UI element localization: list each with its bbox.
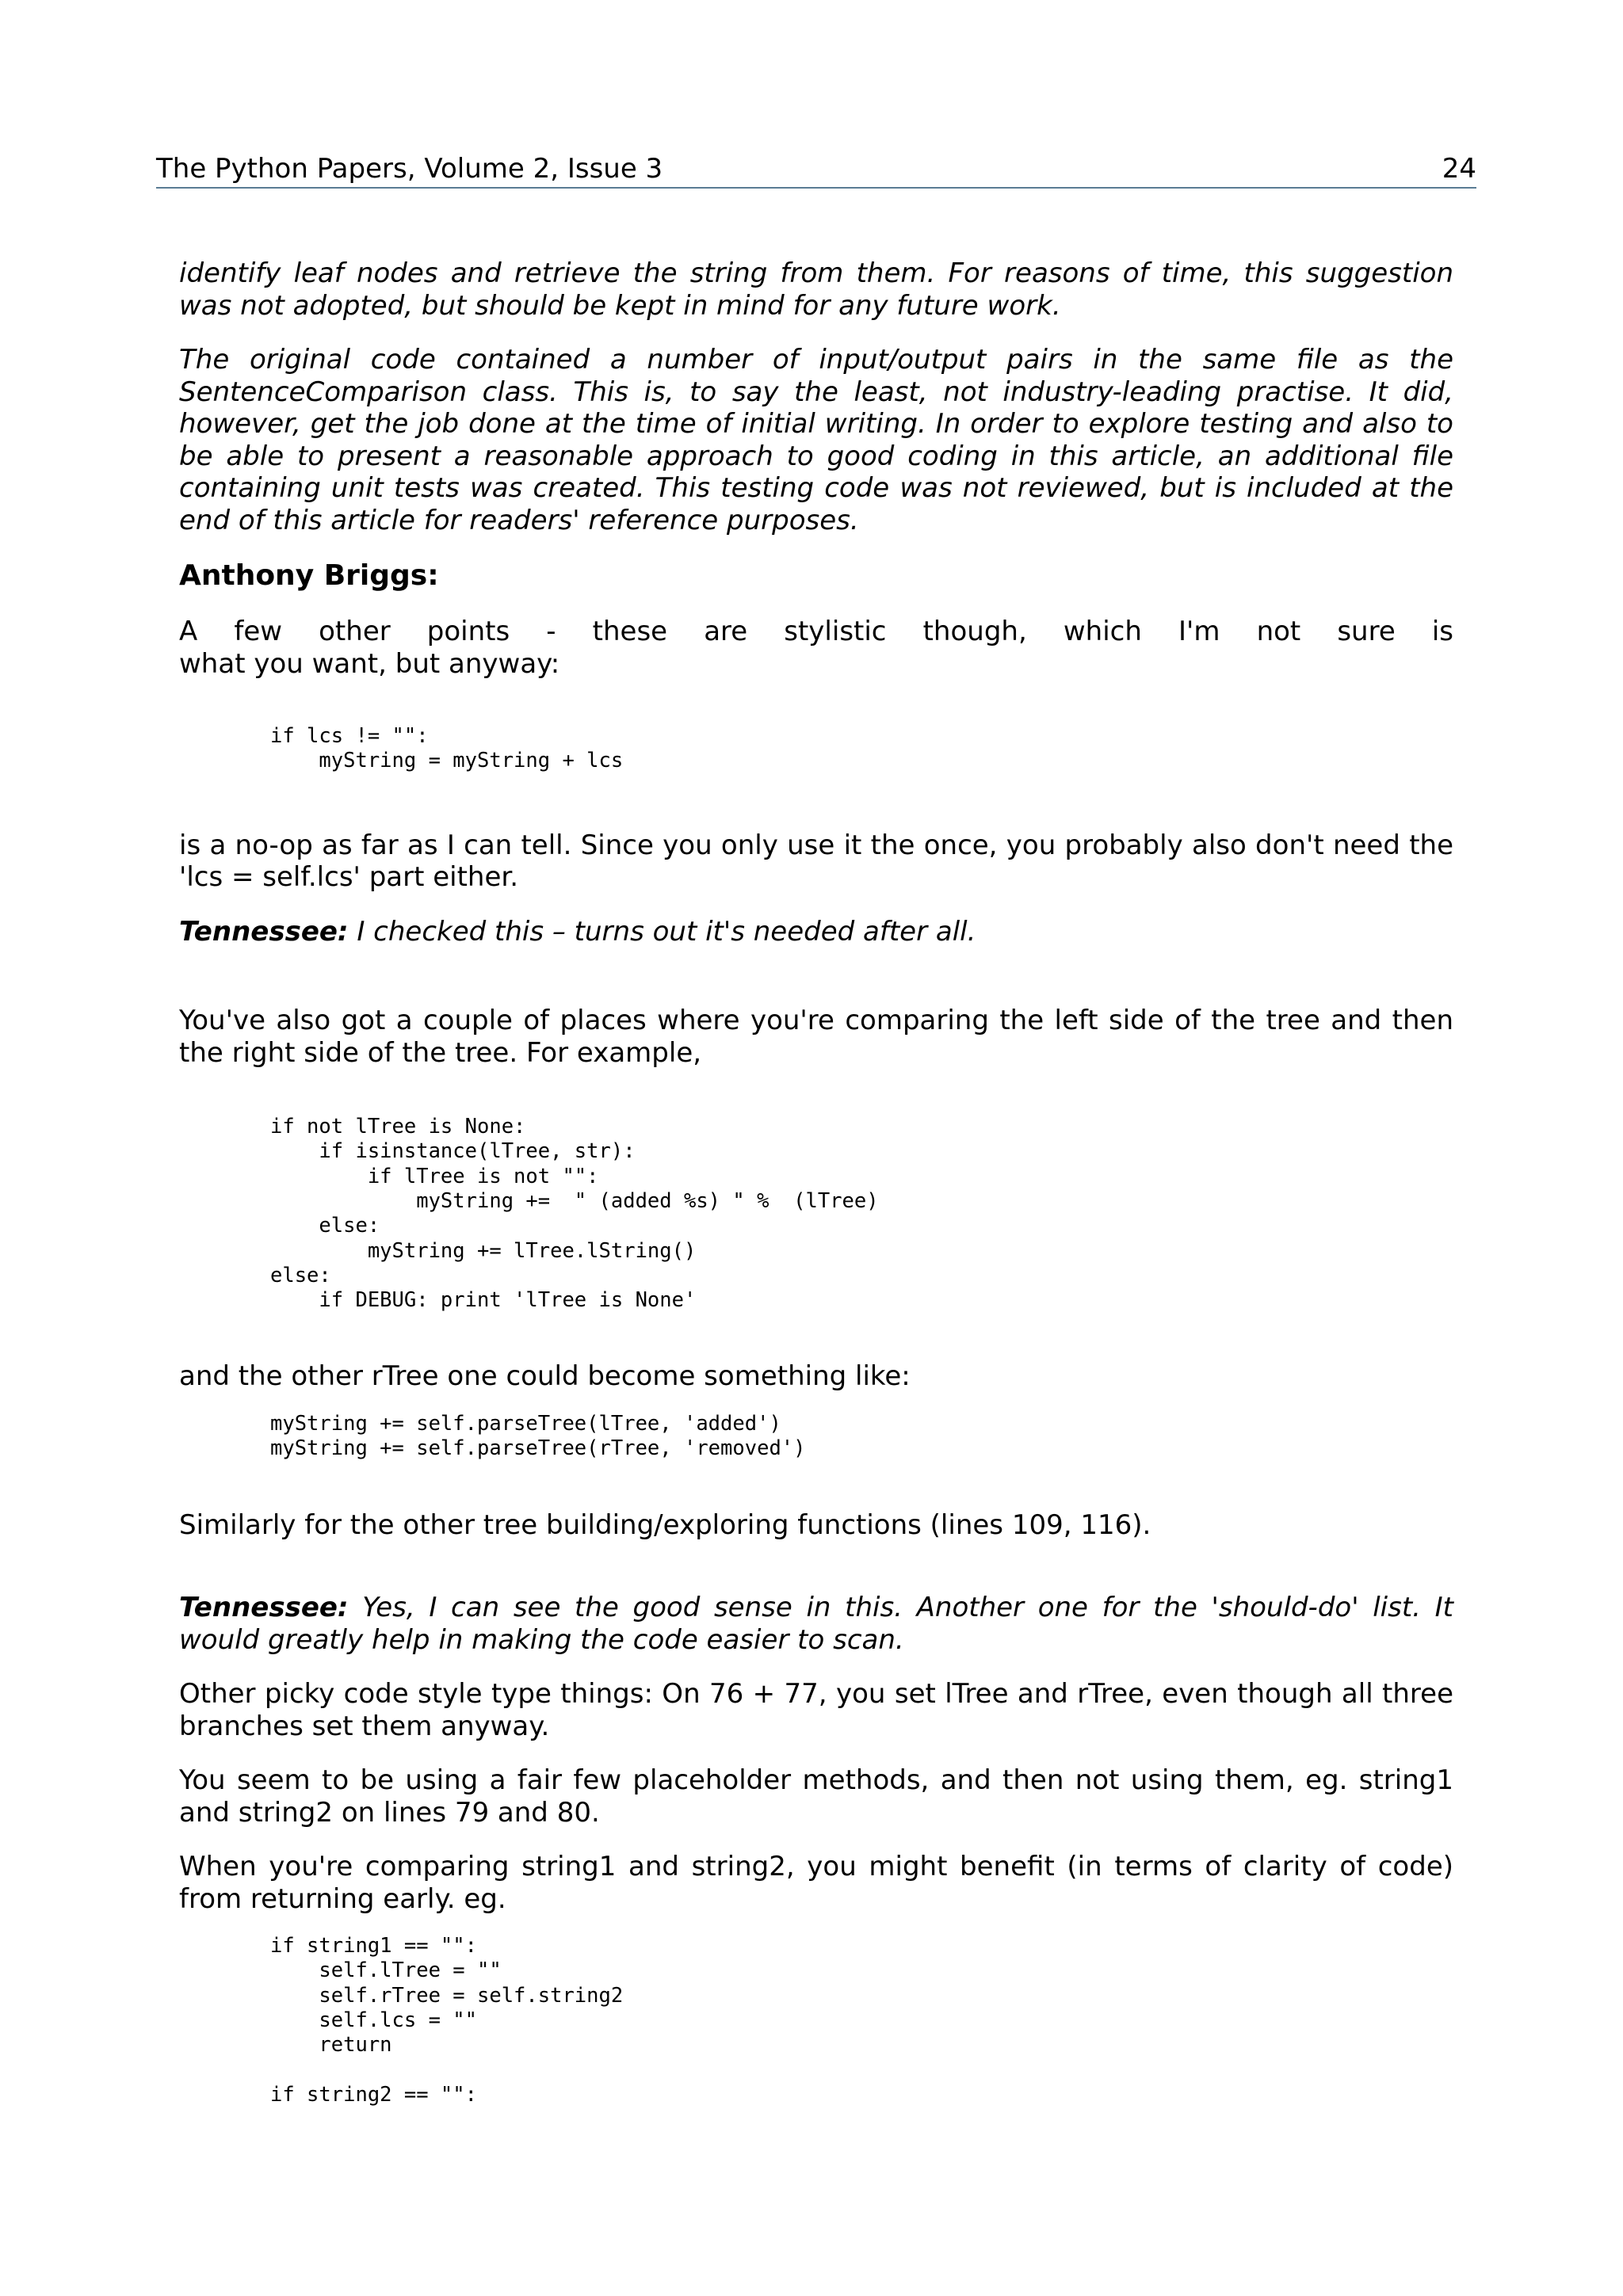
section-heading-anthony-briggs: Anthony Briggs: xyxy=(179,559,439,592)
paragraph-similarly: Similarly for the other tree building/exploring functions (lines 109, 116). xyxy=(179,1508,1151,1541)
paragraph-picky-style: Other picky code style type things: On 76 + 77, you set lTree and rTree, even though all three branches set them anyway. xyxy=(179,1678,1453,1742)
article-body xyxy=(179,257,1453,2107)
paragraph-original-code: The original code contained a number of input/output pairs in the same file as the SentenceComparison class. This is, to say the least, not industry-leading practise. It did, however, get the job done at the time of initial writing. In order to explore testing and also to be able to present a reasonable approach to good coding in this article, an additional file containing unit tests was created. This testing code was not reviewed, but is included at the end of this article for readers' reference purposes. xyxy=(179,344,1453,536)
page-header xyxy=(156,151,1476,189)
reply-text: Yes, I can see the good sense in this. Another one for the 'should-do' list. It would greatly help in making the code easier to scan. xyxy=(179,1592,1453,1656)
paragraph-no-op: is a no-op as far as I can tell. Since you only use it the once, you probably also don't need the 'lcs = self.lcs' part either. xyxy=(179,829,1453,894)
speaker-label: Tennessee: xyxy=(179,1592,349,1624)
page-number: 24 xyxy=(1442,153,1476,185)
paragraph-stylistic-line2: what you want, but anyway: xyxy=(179,647,560,680)
code-block-lcs: if lcs != "": myString = myString + lcs xyxy=(270,724,624,773)
paragraph-return-early: When you're comparing string1 and string2, you might benefit (in terms of clarity of code) from returning early. eg. xyxy=(179,1851,1453,1915)
code-block-ltree: if not lTree is None: if isinstance(lTree, str): if lTree is not "": myString += " (added %s) " % (lTree) else: myString += lTree.lString() else: if DEBUG: print 'lTree is None' xyxy=(270,1115,879,1313)
paragraph-placeholder-methods: You seem to be using a fair few placeholder methods, and then not using them, eg. string1 and string2 on lines 79 and 80. xyxy=(179,1764,1453,1829)
paragraph-stylistic-line1: A few other points - these are stylistic though, which I'm not sure is xyxy=(179,616,1453,647)
code-block-string-compare: if string1 == "": self.lTree = "" self.rTree = self.string2 self.lcs = "" return if string2 == "": xyxy=(270,1934,624,2107)
code-block-parse-tree: myString += self.parseTree(lTree, 'added') myString += self.parseTree(rTree, 'removed') xyxy=(270,1411,806,1461)
paragraph-left-right-tree: You've also got a couple of places where you're comparing the left side of the tree and then the right side of the tree. For example, xyxy=(179,1005,1453,1069)
journal-title: The Python Papers, Volume 2, Issue 3 xyxy=(156,153,663,185)
paragraph-rtree: and the other rTree one could become something like: xyxy=(179,1360,911,1393)
tennessee-reply-2 xyxy=(179,1592,1453,1656)
paragraph-leaf-nodes: identify leaf nodes and retrieve the string from them. For reasons of time, this suggestion was not adopted, but should be kept in mind for any future work. xyxy=(179,257,1453,322)
reply-text: I checked this – turns out it's needed after all. xyxy=(348,915,976,948)
tennessee-reply-1 xyxy=(179,916,1453,948)
speaker-label: Tennessee: xyxy=(179,915,349,948)
